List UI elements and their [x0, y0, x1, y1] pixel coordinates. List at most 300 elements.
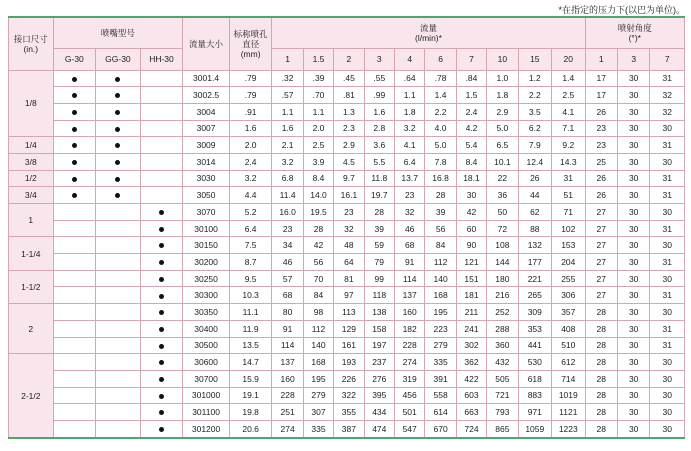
flow-cell: 276	[364, 370, 394, 387]
flow-cell: 59	[364, 237, 394, 254]
flow-cell: 182	[394, 320, 424, 337]
flow-cell: 7.1	[552, 120, 586, 137]
table-row	[9, 287, 685, 304]
angle-cell: 30	[617, 354, 649, 371]
header-model-g-30: G-30	[53, 48, 96, 70]
header-angle-pressure: 3	[617, 48, 649, 70]
flow-cell: .57	[272, 87, 303, 104]
flow-cell: 5.0	[487, 120, 518, 137]
flow-cell: 114	[272, 337, 303, 354]
flow-cell: 121	[456, 254, 486, 271]
header-flow-pressure: 3	[364, 48, 394, 70]
availability-dot-icon	[159, 243, 164, 248]
orifice-cell: 14.7	[229, 354, 272, 371]
flow-cell: .99	[364, 87, 394, 104]
flow-cell: .70	[303, 87, 333, 104]
flow-cell: 195	[303, 370, 333, 387]
header-flow-pressure: 1.5	[303, 48, 333, 70]
capacity-size-cell: 301000	[183, 387, 230, 404]
flow-cell: 50	[487, 204, 518, 221]
angle-cell: 26	[585, 103, 617, 120]
flow-cell: 79	[364, 254, 394, 271]
flow-cell: 1059	[518, 420, 551, 438]
flow-cell: 108	[487, 237, 518, 254]
angle-cell: 32	[650, 103, 685, 120]
model-gg-cell	[96, 370, 141, 387]
flow-cell: 288	[487, 320, 518, 337]
model-gg-cell	[96, 187, 141, 204]
model-g-cell	[53, 254, 96, 271]
flow-cell: 48	[334, 237, 364, 254]
angle-cell: 28	[585, 370, 617, 387]
flow-cell: 31	[552, 170, 586, 187]
angle-cell: 28	[585, 420, 617, 438]
header-flow-pressure: 10	[487, 48, 518, 70]
flow-cell: 177	[518, 254, 551, 271]
model-hh-cell	[140, 270, 183, 287]
angle-cell: 28	[585, 304, 617, 321]
flow-cell: 46	[272, 254, 303, 271]
angle-cell: 30	[617, 120, 649, 137]
flow-cell: .55	[364, 70, 394, 87]
flow-cell: 663	[456, 404, 486, 421]
flow-cell: 2.2	[425, 103, 456, 120]
flow-cell: 114	[394, 270, 424, 287]
flow-cell: 98	[303, 304, 333, 321]
model-g-cell	[53, 170, 96, 187]
flow-cell: 7.9	[518, 137, 551, 154]
availability-dot-icon	[72, 93, 77, 98]
flow-cell: 64	[334, 254, 364, 271]
angle-cell: 30	[617, 420, 649, 438]
flow-cell: 168	[303, 354, 333, 371]
availability-dot-icon	[159, 260, 164, 265]
angle-cell: 17	[585, 87, 617, 104]
orifice-cell: 10.3	[229, 287, 272, 304]
model-gg-cell	[96, 270, 141, 287]
table-row	[9, 153, 685, 170]
flow-cell: 1.5	[456, 87, 486, 104]
flow-cell: 197	[364, 337, 394, 354]
flow-cell: 60	[456, 220, 486, 237]
angle-cell: 28	[585, 320, 617, 337]
availability-dot-icon	[115, 143, 120, 148]
availability-dot-icon	[72, 127, 77, 132]
orifice-cell: 5.2	[229, 204, 272, 221]
availability-dot-icon	[72, 77, 77, 82]
model-hh-cell	[140, 420, 183, 438]
inlet-size-cell: 3/4	[9, 187, 54, 204]
angle-cell: 31	[650, 70, 685, 87]
capacity-size-cell: 30500	[183, 337, 230, 354]
capacity-size-cell: 3030	[183, 170, 230, 187]
inlet-size-cell: 1/8	[9, 70, 54, 137]
availability-dot-icon	[159, 394, 164, 399]
flow-cell: 18.1	[456, 170, 486, 187]
availability-dot-icon	[72, 110, 77, 115]
flow-cell: 1.3	[334, 103, 364, 120]
orifice-cell: 9.5	[229, 270, 272, 287]
flow-cell: 23	[394, 187, 424, 204]
inlet-size-cell: 2	[9, 304, 54, 354]
flow-cell: 57	[272, 270, 303, 287]
model-g-cell	[53, 270, 96, 287]
angle-cell: 30	[617, 370, 649, 387]
flow-cell: 4.1	[394, 137, 424, 154]
availability-dot-icon	[72, 160, 77, 165]
flow-cell: 1223	[552, 420, 586, 438]
flow-cell: 32	[394, 204, 424, 221]
flow-cell: 265	[518, 287, 551, 304]
model-hh-cell	[140, 170, 183, 187]
model-gg-cell	[96, 137, 141, 154]
model-hh-cell	[140, 354, 183, 371]
angle-cell: 31	[650, 254, 685, 271]
orifice-cell: 13.5	[229, 337, 272, 354]
orifice-cell: 2.4	[229, 153, 272, 170]
model-hh-cell	[140, 404, 183, 421]
availability-dot-icon	[159, 427, 164, 432]
capacity-size-cell: 3050	[183, 187, 230, 204]
flow-cell: 3.5	[518, 103, 551, 120]
flow-cell: 724	[456, 420, 486, 438]
flow-cell: 72	[487, 220, 518, 237]
flow-cell: 28	[425, 187, 456, 204]
angle-cell: 30	[617, 287, 649, 304]
availability-dot-icon	[115, 110, 120, 115]
flow-cell: 714	[552, 370, 586, 387]
flow-cell: 2.3	[334, 120, 364, 137]
flow-cell: 140	[425, 270, 456, 287]
capacity-size-cell: 30250	[183, 270, 230, 287]
orifice-cell: 11.9	[229, 320, 272, 337]
table-row	[9, 337, 685, 354]
flow-cell: 7.8	[425, 153, 456, 170]
capacity-size-cell: 3004	[183, 103, 230, 120]
availability-dot-icon	[115, 177, 120, 182]
table-row	[9, 420, 685, 438]
flow-cell: 309	[518, 304, 551, 321]
flow-cell: 28	[364, 204, 394, 221]
header-orifice	[229, 17, 272, 70]
table-row	[9, 187, 685, 204]
capacity-size-cell: 301100	[183, 404, 230, 421]
flow-cell: 721	[487, 387, 518, 404]
angle-cell: 27	[585, 237, 617, 254]
table-row	[9, 220, 685, 237]
capacity-size-cell: 30400	[183, 320, 230, 337]
angle-cell: 31	[650, 220, 685, 237]
angle-cell: 30	[617, 270, 649, 287]
flow-cell: .45	[334, 70, 364, 87]
angle-cell: 30	[650, 204, 685, 221]
angle-cell: 31	[650, 337, 685, 354]
flow-cell: 138	[364, 304, 394, 321]
header-angle-pressure: 1	[585, 48, 617, 70]
table-row	[9, 87, 685, 104]
model-g-cell	[53, 70, 96, 87]
flow-cell: 4.5	[334, 153, 364, 170]
flow-cell: 84	[425, 237, 456, 254]
nozzle-spec-table	[8, 16, 685, 439]
table-row	[9, 204, 685, 221]
flow-cell: 44	[518, 187, 551, 204]
flow-cell: 19.5	[303, 204, 333, 221]
flow-cell: 56	[303, 254, 333, 271]
flow-cell: 3.6	[364, 137, 394, 154]
flow-cell: 474	[364, 420, 394, 438]
flow-cell: 80	[272, 304, 303, 321]
flow-cell: 14.0	[303, 187, 333, 204]
header-angle-label: 喷射角度	[617, 22, 652, 33]
flow-cell: 422	[456, 370, 486, 387]
availability-dot-icon	[159, 377, 164, 382]
flow-cell: 91	[272, 320, 303, 337]
flow-cell: .84	[456, 70, 486, 87]
flow-cell: 168	[425, 287, 456, 304]
angle-cell: 31	[650, 320, 685, 337]
flow-cell: 241	[456, 320, 486, 337]
flow-cell: 362	[456, 354, 486, 371]
angle-cell: 27	[585, 254, 617, 271]
availability-dot-icon	[159, 294, 164, 299]
capacity-size-cell: 3001.4	[183, 70, 230, 87]
flow-cell: 2.4	[456, 103, 486, 120]
flow-cell: 112	[425, 254, 456, 271]
flow-cell: 10.1	[487, 153, 518, 170]
capacity-size-cell: 3002.5	[183, 87, 230, 104]
angle-cell: 25	[585, 153, 617, 170]
model-g-cell	[53, 187, 96, 204]
capacity-size-cell: 30600	[183, 354, 230, 371]
flow-cell: 322	[334, 387, 364, 404]
flow-cell: 6.8	[272, 170, 303, 187]
flow-cell: 181	[456, 287, 486, 304]
flow-cell: 883	[518, 387, 551, 404]
flow-cell: 51	[552, 187, 586, 204]
model-hh-cell	[140, 220, 183, 237]
model-hh-cell	[140, 70, 183, 87]
model-g-cell	[53, 420, 96, 438]
angle-cell: 30	[650, 404, 685, 421]
flow-cell: 4.2	[456, 120, 486, 137]
flow-cell: 279	[303, 387, 333, 404]
flow-cell: 223	[425, 320, 456, 337]
model-gg-cell	[96, 354, 141, 371]
flow-cell: 91	[394, 254, 424, 271]
model-gg-cell	[96, 170, 141, 187]
flow-cell: .32	[272, 70, 303, 87]
table-row	[9, 70, 685, 87]
model-g-cell	[53, 204, 96, 221]
angle-cell: 27	[585, 220, 617, 237]
flow-cell: 618	[518, 370, 551, 387]
flow-cell: 28	[303, 220, 333, 237]
flow-cell: 3.9	[303, 153, 333, 170]
flow-cell: 2.9	[487, 103, 518, 120]
header-flow-unit: (l/min)*	[415, 32, 442, 43]
flow-cell: 32	[334, 220, 364, 237]
table-row	[9, 354, 685, 371]
model-g-cell	[53, 237, 96, 254]
model-g-cell	[53, 120, 96, 137]
header-nozzle-type: 喷嘴型号	[53, 17, 183, 48]
flow-cell: 4.1	[552, 103, 586, 120]
flow-cell: 68	[394, 237, 424, 254]
capacity-size-cell: 30150	[183, 237, 230, 254]
model-hh-cell	[140, 320, 183, 337]
model-gg-cell	[96, 70, 141, 87]
inlet-size-cell: 3/8	[9, 153, 54, 170]
flow-cell: 335	[425, 354, 456, 371]
model-hh-cell	[140, 287, 183, 304]
flow-cell: 211	[456, 304, 486, 321]
angle-cell: 30	[617, 170, 649, 187]
flow-cell: 19.7	[364, 187, 394, 204]
orifice-cell: 11.1	[229, 304, 272, 321]
flow-cell: 360	[487, 337, 518, 354]
flow-cell: 1.6	[364, 103, 394, 120]
model-gg-cell	[96, 103, 141, 120]
orifice-cell: 15.9	[229, 370, 272, 387]
header-model-hh-30: HH-30	[140, 48, 183, 70]
header-capacity-size: 流量大小	[183, 17, 230, 70]
model-hh-cell	[140, 370, 183, 387]
angle-cell: 31	[650, 187, 685, 204]
inlet-size-cell: 1-1/4	[9, 237, 54, 270]
flow-cell: 88	[518, 220, 551, 237]
inlet-size-cell: 1	[9, 204, 54, 237]
flow-cell: 3.2	[272, 153, 303, 170]
availability-dot-icon	[115, 93, 120, 98]
header-angle-pressure: 7	[650, 48, 685, 70]
flow-cell: 99	[364, 270, 394, 287]
flow-cell: 530	[518, 354, 551, 371]
angle-cell: 23	[585, 137, 617, 154]
angle-cell: 30	[617, 304, 649, 321]
header-orifice-label: 标称喷孔直径	[233, 28, 268, 49]
flow-cell: 118	[364, 287, 394, 304]
model-hh-cell	[140, 103, 183, 120]
capacity-size-cell: 301200	[183, 420, 230, 438]
flow-cell: 1121	[552, 404, 586, 421]
table-row	[9, 304, 685, 321]
angle-cell: 17	[585, 70, 617, 87]
inlet-size-cell: 1/4	[9, 137, 54, 154]
angle-cell: 28	[585, 387, 617, 404]
model-gg-cell	[96, 87, 141, 104]
flow-cell: .81	[334, 87, 364, 104]
orifice-cell: 3.2	[229, 170, 272, 187]
flow-cell: 1.1	[394, 87, 424, 104]
model-gg-cell	[96, 420, 141, 438]
angle-cell: 30	[617, 187, 649, 204]
flow-cell: 36	[487, 187, 518, 204]
flow-cell: 112	[303, 320, 333, 337]
availability-dot-icon	[159, 210, 164, 215]
flow-cell: 22	[487, 170, 518, 187]
table-row	[9, 370, 685, 387]
angle-cell: 31	[650, 137, 685, 154]
flow-cell: 68	[272, 287, 303, 304]
flow-cell: 335	[303, 420, 333, 438]
angle-cell: 30	[650, 153, 685, 170]
table-row	[9, 170, 685, 187]
flow-cell: 558	[425, 387, 456, 404]
capacity-size-cell: 30300	[183, 287, 230, 304]
flow-cell: 193	[334, 354, 364, 371]
flow-cell: 42	[303, 237, 333, 254]
flow-cell: 23	[334, 204, 364, 221]
model-gg-cell	[96, 204, 141, 221]
flow-cell: 195	[425, 304, 456, 321]
flow-cell: 132	[518, 237, 551, 254]
flow-cell: 137	[272, 354, 303, 371]
flow-cell: 4.0	[425, 120, 456, 137]
flow-cell: 237	[364, 354, 394, 371]
flow-cell: 81	[334, 270, 364, 287]
flow-cell: 9.2	[552, 137, 586, 154]
flow-cell: 6.2	[518, 120, 551, 137]
flow-cell: 8.4	[456, 153, 486, 170]
flow-cell: 1.4	[425, 87, 456, 104]
angle-cell: 30	[650, 370, 685, 387]
header-flow-pressure: 7	[456, 48, 486, 70]
flow-cell: .78	[425, 70, 456, 87]
model-hh-cell	[140, 87, 183, 104]
flow-cell: 2.9	[334, 137, 364, 154]
angle-cell: 23	[585, 120, 617, 137]
header-flow-pressure: 6	[425, 48, 456, 70]
flow-cell: 1.1	[272, 103, 303, 120]
flow-cell: 216	[487, 287, 518, 304]
header-flow-pressure: 15	[518, 48, 551, 70]
angle-cell: 26	[585, 170, 617, 187]
angle-cell: 26	[585, 187, 617, 204]
model-hh-cell	[140, 337, 183, 354]
flow-cell: 62	[518, 204, 551, 221]
flow-cell: 153	[552, 237, 586, 254]
flow-cell: 13.7	[394, 170, 424, 187]
flow-cell: 14.3	[552, 153, 586, 170]
header-flow-pressure: 20	[552, 48, 586, 70]
flow-cell: 1.6	[272, 120, 303, 137]
flow-cell: 5.4	[456, 137, 486, 154]
flow-cell: 1.4	[552, 70, 586, 87]
flow-cell: 432	[487, 354, 518, 371]
angle-cell: 30	[617, 70, 649, 87]
flow-cell: 2.5	[303, 137, 333, 154]
flow-cell: 353	[518, 320, 551, 337]
flow-cell: 793	[487, 404, 518, 421]
model-g-cell	[53, 153, 96, 170]
flow-cell: 252	[487, 304, 518, 321]
angle-cell: 30	[650, 420, 685, 438]
angle-cell: 30	[617, 87, 649, 104]
model-hh-cell	[140, 237, 183, 254]
model-g-cell	[53, 320, 96, 337]
flow-cell: 355	[334, 404, 364, 421]
capacity-size-cell: 30700	[183, 370, 230, 387]
flow-cell: 34	[272, 237, 303, 254]
flow-cell: 603	[456, 387, 486, 404]
flow-cell: 90	[456, 237, 486, 254]
availability-dot-icon	[159, 227, 164, 232]
capacity-size-cell: 3014	[183, 153, 230, 170]
flow-cell: 71	[552, 204, 586, 221]
flow-cell: 226	[334, 370, 364, 387]
availability-dot-icon	[159, 344, 164, 349]
